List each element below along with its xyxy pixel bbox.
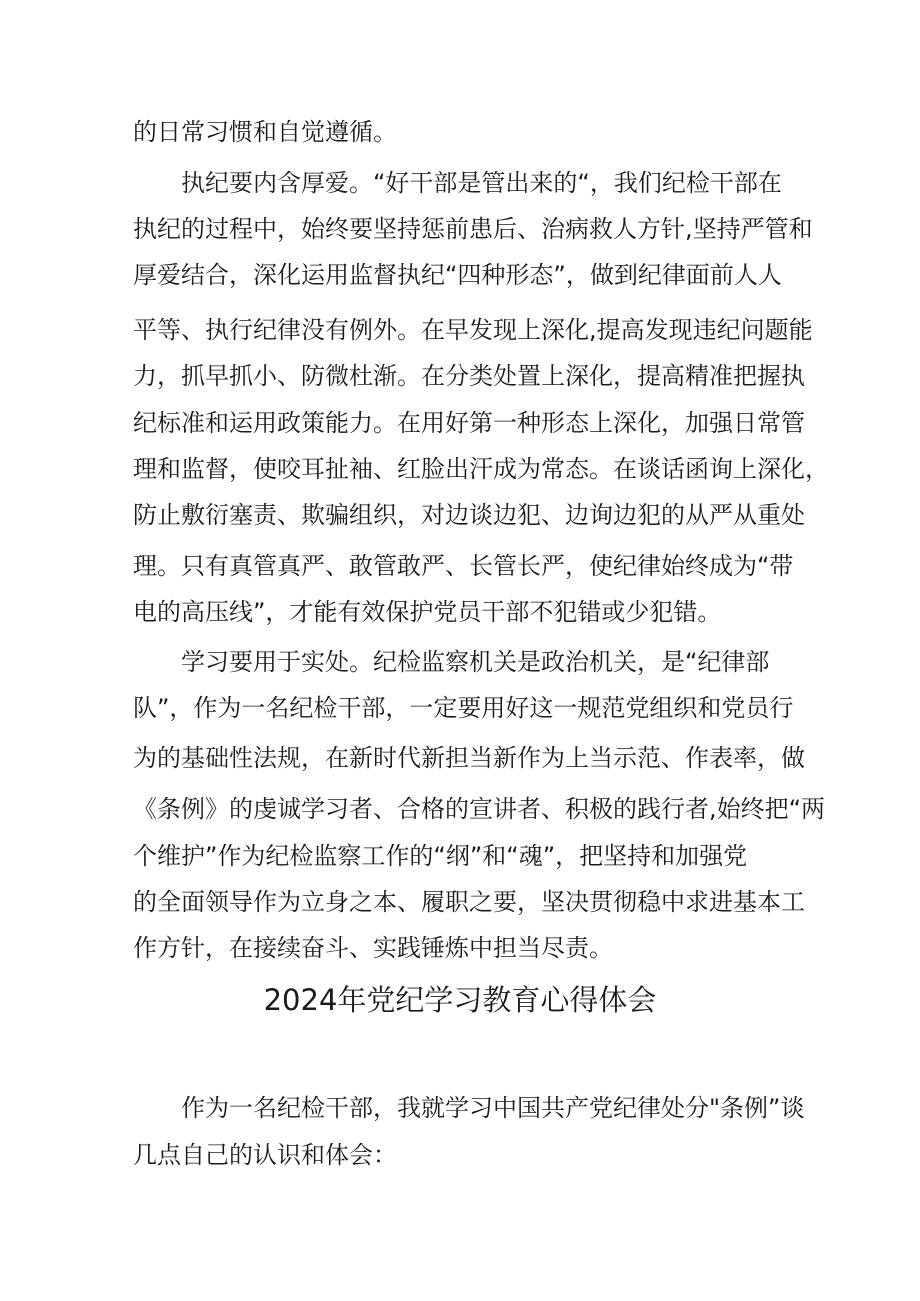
text-line: 理和监督，使咬耳扯袖、红脸出汗成为常态。在谈话函询上深化， (133, 455, 829, 483)
text-line: 平等、执行纪律没有例外。在早发现上深化,提高发现违纪问题能 (133, 316, 813, 344)
text-line: 厚爱结合，深化运用监督执纪“四种形态”，做到纪律面前人人 (133, 261, 782, 289)
text-line: 执纪要内含厚爱。“好干部是管出来的“，我们纪检干部在 (181, 169, 782, 197)
text-line: 学习要用于实处。纪检监察机关是政治机关，是“纪律部 (181, 648, 770, 676)
text-line: 电的高压线”，才能有效保护党员干部不犯错或少犯错。 (133, 598, 722, 626)
text-line: 《条例》的虔诚学习者、合格的宣讲者、积极的践行者,始终把“两 (133, 795, 826, 823)
text-line: 作为一名纪检干部，我就学习中国共产党纪律处分"条例”谈 (181, 1094, 805, 1122)
text-line: 作方针，在接续奋斗、实践锤炼中担当尽责。 (133, 934, 613, 962)
text-line: 为的基础性法规，在新时代新担当新作为上当示范、作表率，做 (133, 744, 805, 772)
text-line: 个维护”作为纪检监察工作的“纲”和“魂”，把坚持和加强党 (133, 842, 748, 870)
text-line: 队”，作为一名纪检干部，一定要用好这一规范党组织和党员行 (133, 694, 794, 722)
text-line: 执纪的过程中，始终要坚持惩前患后、治病救人方针,坚持严管和 (133, 215, 813, 243)
text-line: 的日常习惯和自觉遵循。 (133, 118, 397, 146)
text-line: 纪标准和运用政策能力。在用好第一种形态上深化，加强日常管 (133, 409, 805, 437)
section-heading: 2024年党纪学习教育心得体会 (263, 983, 657, 1017)
text-line: 理。只有真管真严、敢管敢严、长管长严，使纪律始终成为“带 (133, 552, 794, 580)
text-line: 的全面领导作为立身之本、履职之要，坚决贯彻稳中求进基本工 (133, 888, 805, 916)
text-line: 力，抓早抓小、防微杜渐。在分类处置上深化，提高精准把握执 (133, 362, 805, 390)
text-line: 防止敷衍塞责、欺骗组织，对边谈边犯、边询边犯的从严从重处 (133, 501, 805, 529)
text-line: 几点自己的认识和体会： (133, 1141, 397, 1169)
